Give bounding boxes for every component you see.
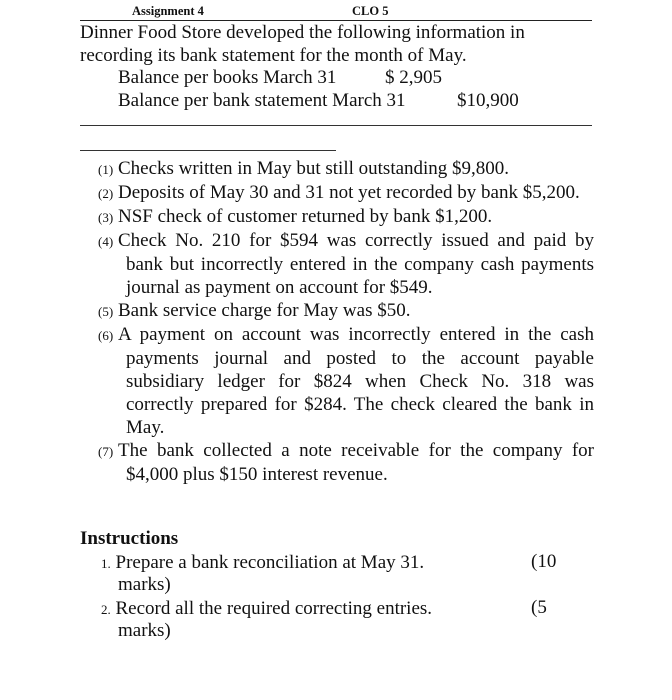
list-item [98, 229, 594, 299]
list-item [98, 323, 594, 439]
balance-bank-value: $10,900 [457, 90, 519, 111]
item-text: Check No. 210 for $594 was correctly issued and paid by bank but incorrectly entered in the company cash payments journal as payment on account for $549. [118, 230, 594, 298]
item-text: A payment on account was incorrectly entered in the cash payments journal and posted to the account payable subsidiary ledger for $824 when Check No. 318 was correctly prepared for $284. The check cleared the bank in May. [118, 324, 594, 438]
item-number: (3) [98, 210, 114, 225]
instruction-number: 2. [101, 602, 111, 617]
instruction-text: Prepare a bank reconciliation at May 31. [115, 552, 425, 573]
instruction-marks-open: (10 [531, 551, 557, 572]
item-text: The bank collected a note receivable for the company for $4,000 plus $150 interest revenue. [118, 440, 594, 485]
instruction-item-2 [101, 597, 601, 621]
list-item [98, 157, 594, 181]
item-text: Checks written in May but still outstanding $9,800. [118, 158, 510, 179]
assignment-label: Assignment 4 [132, 4, 204, 18]
list-item [98, 181, 594, 205]
list-item [98, 205, 594, 229]
item-number: (2) [98, 186, 114, 201]
clo-label: CLO 5 [352, 4, 389, 18]
header-bar [80, 4, 592, 21]
item-text: Deposits of May 30 and 31 not yet recorded by bank $5,200. [118, 182, 580, 203]
instruction-marks-close: marks) [118, 620, 171, 641]
instruction-marks-close: marks) [118, 574, 171, 595]
balance-books-value: $ 2,905 [385, 67, 442, 88]
instruction-number: 1. [101, 556, 111, 571]
list-item [98, 439, 594, 486]
item-text: Bank service charge for May was $50. [118, 300, 411, 321]
item-number: (4) [98, 234, 114, 249]
intro-line-1: Dinner Food Store developed the following information in [80, 22, 525, 43]
balance-bank-label: Balance per bank statement March 31 [118, 90, 406, 111]
item-text: NSF check of customer returned by bank $1,200. [118, 206, 493, 227]
divider-short [80, 150, 336, 151]
intro-line-2: recording its bank statement for the month of May. [80, 45, 467, 66]
instructions-title: Instructions [80, 528, 179, 549]
item-number: (6) [98, 328, 114, 343]
item-number: (1) [98, 162, 114, 177]
balance-books-label: Balance per books March 31 [118, 67, 337, 88]
list-item [98, 299, 594, 323]
item-number: (5) [98, 304, 114, 319]
instruction-marks-open: (5 [531, 597, 547, 618]
item-number: (7) [98, 444, 114, 459]
instruction-item-1 [101, 551, 601, 575]
instruction-text: Record all the required correcting entries. [115, 598, 433, 619]
divider-long [80, 125, 592, 126]
item-list [98, 157, 594, 486]
